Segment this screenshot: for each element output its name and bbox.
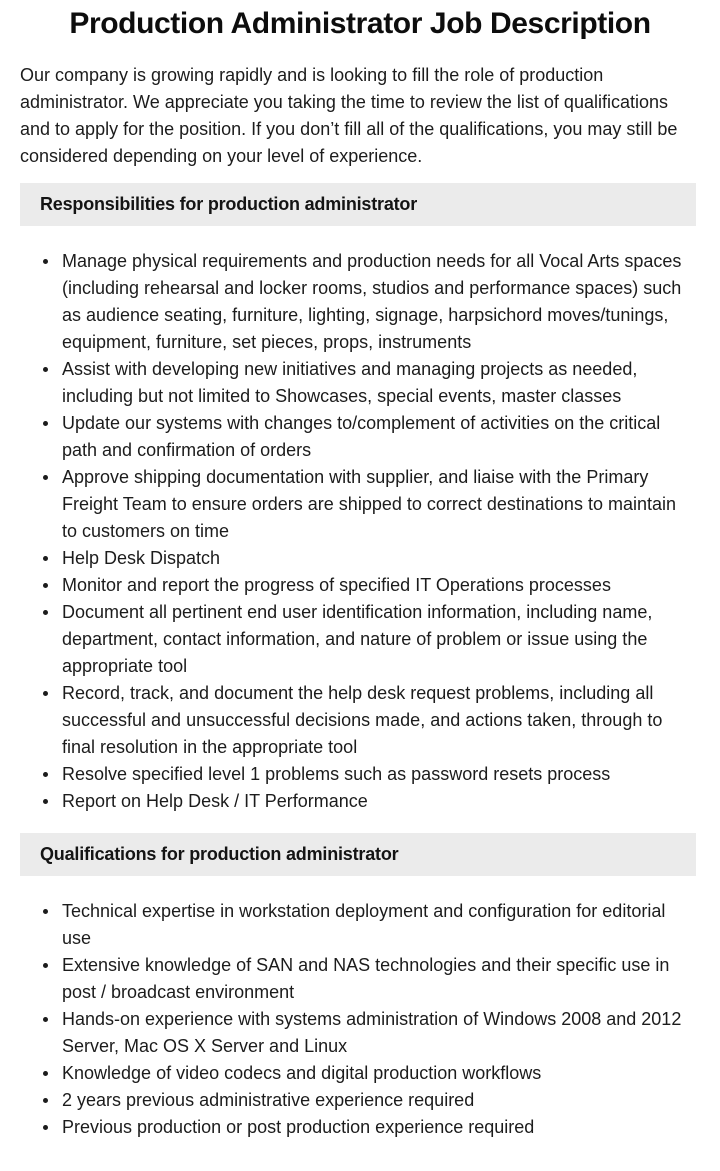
list-item: Manage physical requirements and production needs for all Vocal Arts spaces (including rehearsal and locker rooms, studios and performance spaces) such as audience seating, furniture, lighting, signage, harpsichord moves/tunings, equipment, furniture, set pieces, props, instruments — [62, 248, 694, 356]
intro-paragraph: Our company is growing rapidly and is looking to fill the role of production administrator. We appreciate you taking the time to review the list of qualifications and to apply for the position. If you don’t fill all of the qualifications, you may still be considered depending on your level of experience. — [20, 65, 678, 166]
list-item: Knowledge of video codecs and digital production workflows — [62, 1060, 694, 1087]
list-item: Hands-on experience with systems administration of Windows 2008 and 2012 Server, Mac OS X Server and Linux — [62, 1006, 694, 1060]
page-title: Production Administrator Job Description — [69, 7, 651, 40]
list-item: Technical expertise in workstation deployment and configuration for editorial use — [62, 898, 694, 952]
list-item: Update our systems with changes to/complement of activities on the critical path and confirmation of orders — [62, 410, 694, 464]
list-item: Extensive knowledge of SAN and NAS technologies and their specific use in post / broadcast environment — [62, 952, 694, 1006]
list-item: Document all pertinent end user identification information, including name, department, contact information, and nature of problem or issue using the appropriate tool — [62, 599, 694, 680]
list-item: Record, track, and document the help desk request problems, including all successful and unsuccessful decisions made, and actions taken, through to final resolution in the appropriate tool — [62, 680, 694, 761]
job-description-page — [0, 6, 720, 1171]
list-item: Help Desk Dispatch — [62, 545, 694, 572]
responsibilities-list — [0, 248, 694, 815]
list-item: Report on Help Desk / IT Performance — [62, 788, 694, 815]
list-item: Resolve specified level 1 problems such as password resets process — [62, 761, 694, 788]
section-header-responsibilities: Responsibilities for production administrator — [20, 183, 696, 226]
list-item: 2 years previous administrative experience required — [62, 1087, 694, 1114]
list-item: Approve shipping documentation with supplier, and liaise with the Primary Freight Team to ensure orders are shipped to correct destinations to maintain to customers on time — [62, 464, 694, 545]
qualifications-list — [0, 898, 694, 1141]
list-item: Assist with developing new initiatives and managing projects as needed, including but not limited to Showcases, special events, master classes — [62, 356, 694, 410]
list-item: Previous production or post production experience required — [62, 1114, 694, 1141]
section-header-qualifications: Qualifications for production administrator — [20, 833, 696, 876]
list-item: Monitor and report the progress of specified IT Operations processes — [62, 572, 694, 599]
